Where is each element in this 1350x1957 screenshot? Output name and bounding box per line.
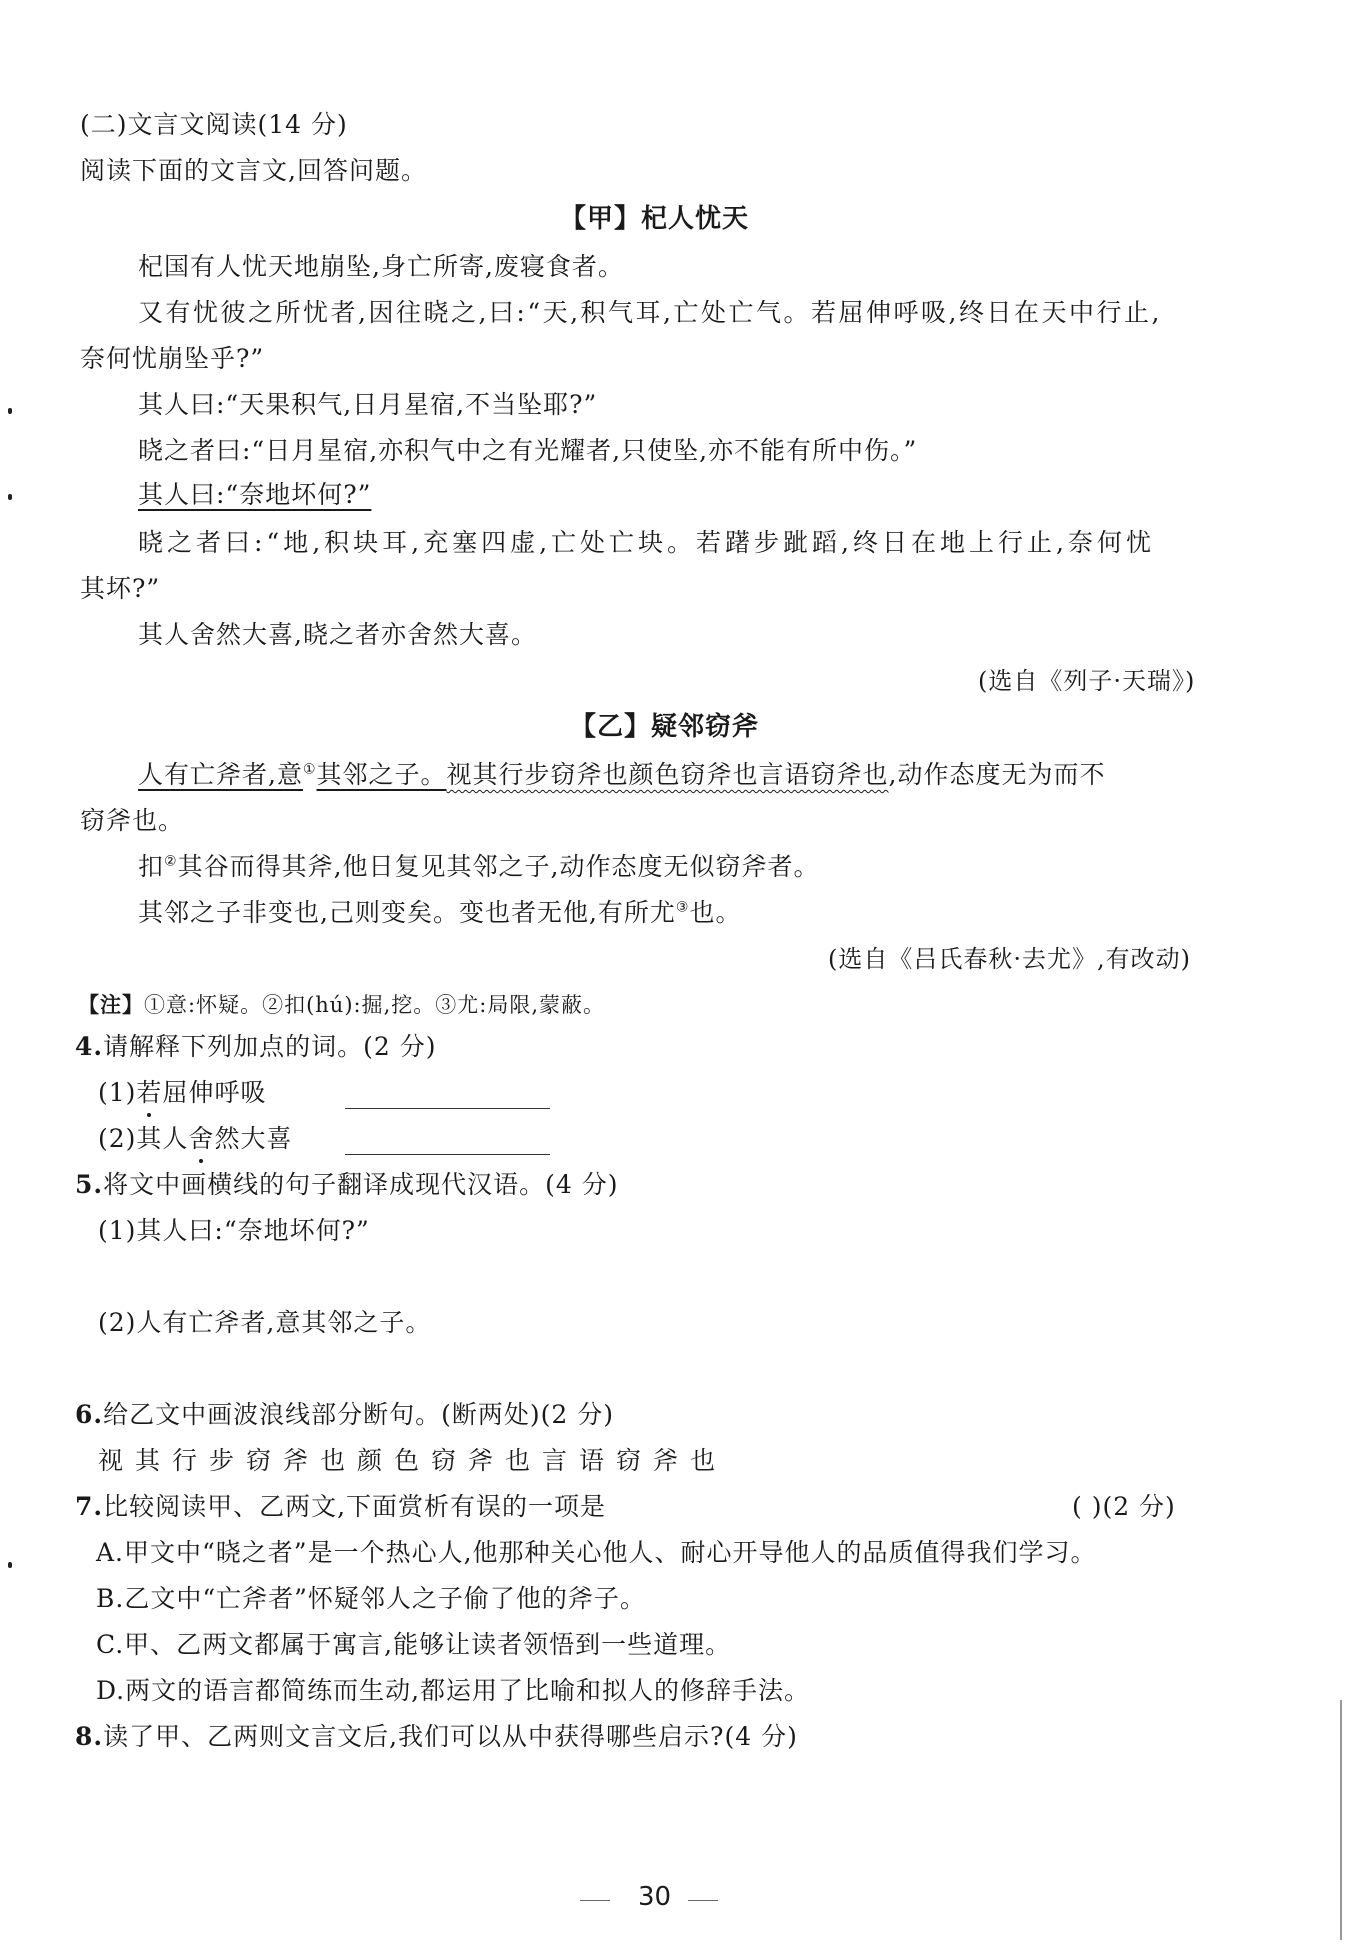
question-text: 请解释下列加点的词。(2 分)	[103, 1032, 437, 1061]
q4-item-2	[98, 1122, 292, 1156]
passage-a-line: 晓之者曰:“日月星宿,亦积气中之有光耀者,只使坠,亦不能有所中伤。”	[138, 436, 918, 465]
answer-blank[interactable]	[345, 1108, 550, 1109]
passage-b-line-2: 窃斧也。	[80, 806, 185, 835]
q6-sentence: 视其行步窃斧也颜色窃斧也言语窃斧也	[98, 1446, 728, 1475]
item-text: 然大喜	[214, 1124, 293, 1153]
passage-b-line-3	[138, 850, 819, 884]
passage-a-line: 其人舍然大喜,晓之者亦舍然大喜。	[138, 620, 537, 649]
annotation-note	[78, 988, 605, 1022]
q7-answer-bracket[interactable]: ( )(2 分)	[1072, 1492, 1176, 1521]
question-7	[75, 1490, 606, 1524]
passage-b-wavy: 视其行步窃斧也颜色窃斧也言语窃斧也	[446, 760, 889, 789]
question-text: 比较阅读甲、乙两文,下面赏析有误的一项是	[103, 1492, 607, 1521]
footnote-mark: ①	[302, 761, 317, 778]
scan-mark	[8, 408, 12, 414]
passage-a-underlined-line: 其人曰:“奈地坏何?”	[138, 480, 372, 509]
answer-blank[interactable]	[345, 1154, 550, 1155]
page-number-dash-right	[688, 1900, 718, 1901]
page-number-dash-left	[580, 1900, 610, 1901]
passage-b-line-1	[138, 758, 1106, 792]
passage-a-title: 【甲】杞人忧天	[560, 204, 750, 234]
passage-a-line: 杞国有人忧天地崩坠,身亡所寄,废寝食者。	[138, 252, 624, 281]
page-number: 30	[638, 1882, 672, 1912]
item-text: 屈伸呼吸	[162, 1078, 267, 1107]
question-4	[75, 1030, 436, 1064]
passage-b-text: 其邻之子非变也,己则变矣。变也者无他,有所尤	[138, 898, 676, 927]
question-text: 读了甲、乙两则文言文后,我们可以从中获得哪些启示?(4 分)	[103, 1722, 798, 1751]
passage-a-line: 其坏?”	[80, 574, 161, 603]
question-number: 6.	[75, 1400, 104, 1429]
question-5	[75, 1168, 618, 1202]
passage-a-line: 晓之者曰:“地,积块耳,充塞四虚,亡处亡块。若躇步跐蹈,终日在地上行止,奈何忧	[138, 528, 1155, 557]
note-label: 【注】	[78, 993, 144, 1017]
passage-a-line: 其人曰:“天果积气,日月星宿,不当坠耶?”	[138, 390, 598, 419]
passage-b-source: (选自《吕氏春秋·去尤》,有改动)	[828, 945, 1191, 973]
note-text: ①意:怀疑。②扣(hú):掘,挖。③尤:局限,蒙蔽。	[144, 993, 606, 1017]
q7-option-c: C.甲、乙两文都属于寓言,能够让读者领悟到一些道理。	[96, 1630, 732, 1659]
item-text: (2)其人	[98, 1124, 189, 1153]
question-text: 给乙文中画波浪线部分断句。(断两处)(2 分)	[103, 1400, 614, 1429]
scan-mark	[8, 1562, 12, 1568]
q7-option-b: B.乙文中“亡斧者”怀疑邻人之子偷了他的斧子。	[96, 1584, 646, 1613]
instruction: 阅读下面的文言文,回答问题。	[80, 156, 427, 185]
question-text: 将文中画横线的句子翻译成现代汉语。(4 分)	[103, 1170, 619, 1199]
question-6	[75, 1398, 614, 1432]
question-number: 7.	[75, 1492, 104, 1521]
question-number: 4.	[75, 1032, 104, 1061]
passage-b-underlined-b: 其邻之子。	[316, 760, 447, 789]
item-text: (1)	[98, 1078, 137, 1107]
section-title: (二)文言文阅读(14 分)	[80, 110, 348, 139]
question-8	[75, 1720, 798, 1754]
q5-item-1: (1)其人曰:“奈地坏何?”	[98, 1216, 370, 1245]
question-number: 5.	[75, 1170, 104, 1199]
question-number: 8.	[75, 1722, 104, 1751]
passage-a-source: (选自《列子·天瑞》)	[978, 667, 1196, 695]
passage-b-text: 也。	[689, 898, 742, 927]
passage-b-rest: ,动作态度无为而不	[888, 760, 1106, 789]
dotted-word: 若	[136, 1078, 163, 1107]
q7-option-d: D.两文的语言都简练而生动,都运用了比喻和拟人的修辞手法。	[96, 1676, 811, 1705]
q7-option-a: A.甲文中“晓之者”是一个热心人,他那种关心他人、耐心开导他人的品质值得我们学习。	[96, 1538, 1097, 1567]
passage-b-line-4	[138, 896, 741, 930]
dotted-word: 舍	[188, 1124, 215, 1153]
passage-b-underlined-a: 人有亡斧者,意	[138, 760, 303, 789]
footnote-mark: ②	[164, 853, 178, 870]
footnote-mark: ③	[675, 899, 690, 916]
q4-item-1	[98, 1076, 266, 1110]
passage-b-text: 其谷而得其斧,他日复见其邻之子,动作态度无似窃斧者。	[177, 852, 820, 881]
passage-b-title: 【乙】疑邻窃斧	[570, 712, 760, 742]
scan-mark	[8, 494, 12, 500]
passage-a-line: 奈何忧崩坠乎?”	[80, 344, 265, 373]
passage-a-line: 又有忧彼之所忧者,因往晓之,曰:“天,积气耳,亡处亡气。若屈伸呼吸,终日在天中行止,	[138, 298, 1162, 327]
q5-item-2: (2)人有亡斧者,意其邻之子。	[98, 1308, 432, 1337]
passage-b-text: 扣	[138, 852, 165, 881]
page-edge-shadow	[1340, 1700, 1342, 1940]
